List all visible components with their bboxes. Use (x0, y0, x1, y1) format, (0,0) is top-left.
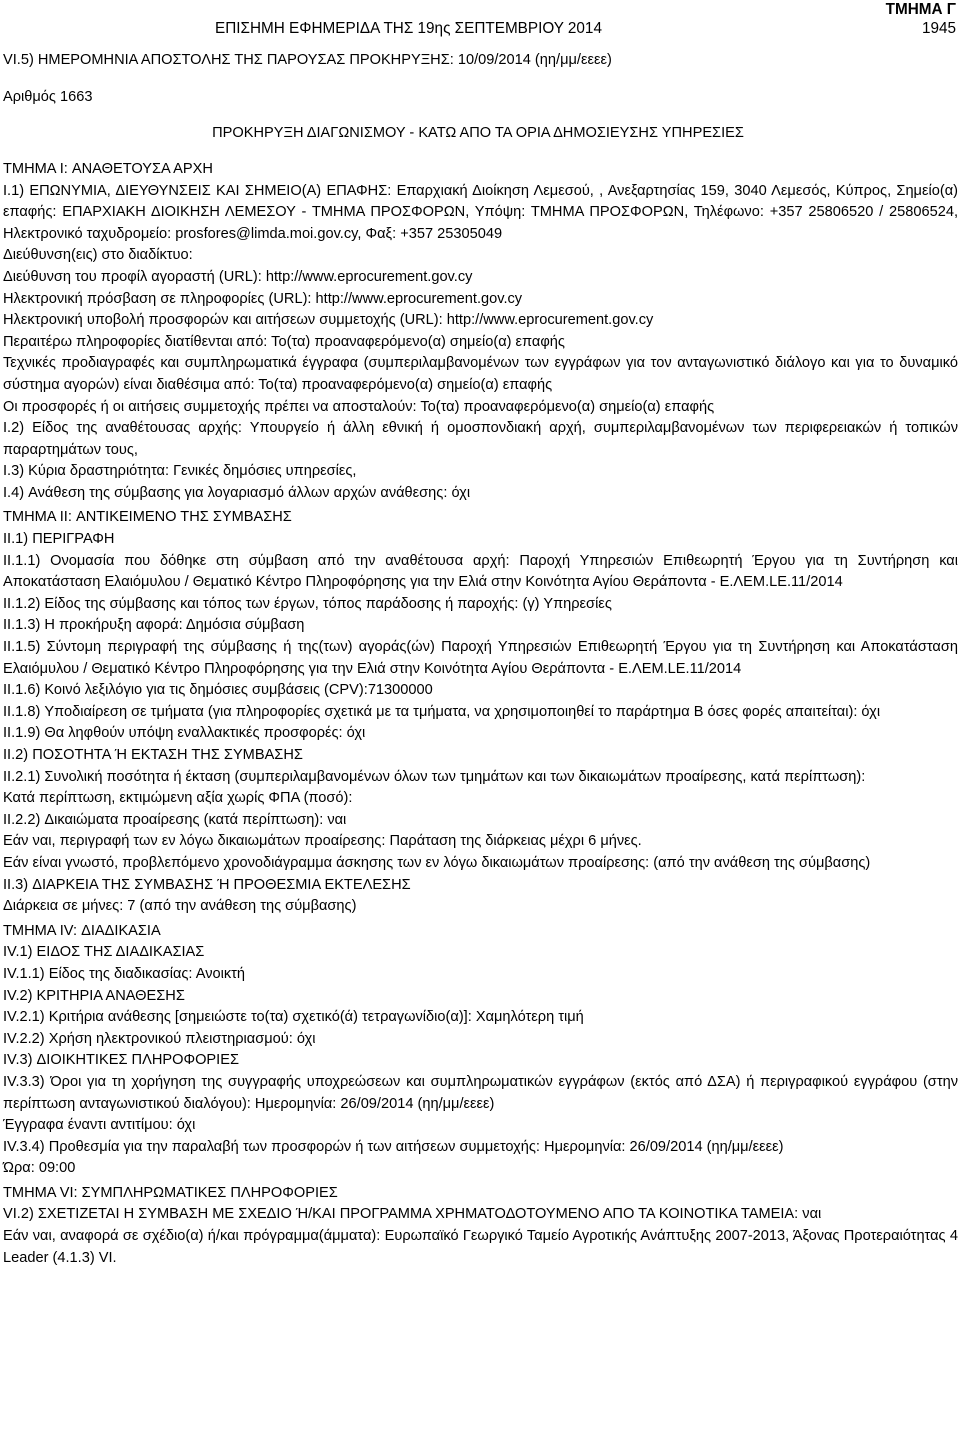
gazette-header-title: ΕΠΙΣΗΜΗ ΕΦΗΜΕΡΙΔΑ ΤΗΣ 19ης ΣΕΠΤΕΜΒΡΙΟΥ 2014 (215, 20, 602, 37)
contract-type: II.1.2) Είδος της σύμβασης και τόπος των έργων, τόπος παράδοσης ή παροχής: (γ) Υπηρεσίες (3, 595, 612, 612)
quantity-heading: II.2) ΠΟΣΟΤΗΤΑ Ή ΕΚΤΑΣΗ ΤΗΣ ΣΥΜΒΑΣΗΣ (3, 747, 303, 763)
duration-months: Διάρκεια σε μήνες: 7 (από την ανάθεση της σύμβασης) (3, 898, 357, 915)
on-behalf-line: I.4) Ανάθεση της σύμβασης για λογαριασμό άλλων αρχών ανάθεσης: όχι (3, 484, 471, 501)
section-1-heading: ΤΜΗΜΑ I: ΑΝΑΘΕΤΟΥΣΑ ΑΡΧΗ (3, 160, 213, 177)
options-line: II.2.2) Δικαιώματα προαίρεσης (κατά περίπτωση): ναι (3, 811, 347, 828)
award-criteria-heading: IV.2) ΚΡΙΤΗΡΙΑ ΑΝΑΘΕΣΗΣ (3, 987, 185, 1004)
lots-line: II.1.8) Υποδιαίρεση σε τμήματα (για πληροφορίες σχετικά με τα τμήματα, να χρησιμοποιηθεί το παράρτημα Β όσες φορές απαιτείται): όχι (3, 703, 881, 720)
duration-heading: II.3) ΔΙΑΡΚΕΙΑ ΤΗΣ ΣΥΜΒΑΣΗΣ Ή ΠΡΟΘΕΣΜΙΑ ΕΚΤΕΛΕΣΗΣ (3, 876, 411, 893)
procedure-type: IV.1.1) Είδος της διαδικασίας: Ανοικτή (3, 965, 246, 982)
eu-programme-reference: Εάν ναι, αναφορά σε σχέδιο(α) ή/και πρόγραμμα(άμματα): Ευρωπαϊκό Γεωργικό Ταμείο Αγροτικής Ανάπτυξης 2007-2013, Άξονας Προτεραιότητας 4 Leader (4.1.3) VI. (3, 1228, 958, 1266)
section-4-heading: ΤΜΗΜΑ IV: ΔΙΑΔΙΚΑΣΙΑ (3, 922, 161, 939)
receipt-deadline: IV.3.4) Προθεσμία για την παραλαβή των προσφορών ή των αιτήσεων συμμετοχής: Ημερομηνία: 26/09/2014 (ηη/μμ/εεεε) (3, 1138, 784, 1155)
total-quantity: II.2.1) Συνολική ποσότητα ή έκταση (συμπεριλαμβανομένων όλων των τμημάτων και των δικαιωμάτων προαίρεσης, κατά περίπτωση): (3, 768, 866, 785)
info-access-url: Ηλεκτρονική πρόσβαση σε πληροφορίες (URL): http://www.eprocurement.gov.cy (3, 290, 523, 307)
procedure-type-heading: IV.1) ΕΙΔΟΣ ΤΗΣ ΔΙΑΔΙΚΑΣΙΑΣ (3, 944, 205, 961)
description-heading: II.1) ΠΕΡΙΓΡΑΦΗ (3, 531, 115, 548)
specifications-line: Τεχνικές προδιαγραφές και συμπληρωματικά έγγραφα (συμπεριλαμβανομένων των εγγράφων για τον ανταγωνιστικό διάλογο και για το δυναμικό σύστημα αγορών) είναι διαθέσιμα από: Το(τα) προαναφερόμενο(α) σημείο(α) επαφής (3, 355, 958, 393)
main-activity: I.3) Κύρια δραστηριότητα: Γενικές δημόσιες υπηρεσίες, (3, 463, 357, 480)
dispatch-date-line: VI.5) ΗΜΕΡΟΜΗΝΙΑ ΑΠΟΣΤΟΛΗΣ ΤΗΣ ΠΑΡΟΥΣΑΣ ΠΡΟΚΗΡΥΞΗΣ: 10/09/2014 (ηη/μμ/εεεε) (3, 52, 612, 68)
notice-body (3, 50, 958, 1269)
options-description: Εάν ναι, περιγραφή των εν λόγω δικαιωμάτων προαίρεσης: Παράταση της διάρκειας μέχρι 6 μήνες. (3, 833, 642, 850)
award-criteria: IV.2.1) Κριτήρια ανάθεσης [σημειώστε το(τα) σχετικό(ά) τετραγωνίδιο(α)]: Χαμηλότερη τιμή (3, 1009, 584, 1026)
buyer-profile-url: Διεύθυνση του προφίλ αγοραστή (URL): http://www.eprocurement.gov.cy (3, 268, 473, 285)
submission-url: Ηλεκτρονική υποβολή προσφορών και αιτήσεων συμμετοχής (URL): http://www.eprocurement.gov.cy (3, 312, 654, 329)
notice-involves: II.1.3) Η προκήρυξη αφορά: Δημόσια σύμβαση (3, 617, 305, 634)
notice-number: Αριθμός 1663 (3, 88, 93, 105)
receipt-time: Ώρα: 09:00 (3, 1160, 76, 1177)
gazette-section-label: ΤΜΗΜΑ Γ (885, 1, 956, 18)
estimated-value: Κατά περίπτωση, εκτιμώμενη αξία χωρίς ΦΠΑ (ποσό): (3, 790, 353, 807)
send-to-line: Οι προσφορές ή οι αιτήσεις συμμετοχής πρέπει να αποσταλούν: Το(τα) προαναφερόμενο(α) σημείο(α) επαφής (3, 398, 715, 415)
variants-line: II.1.9) Θα ληφθούν υπόψη εναλλακτικές προσφορές: όχι (3, 725, 366, 742)
notice-title: ΠΡΟΚΗΡΥΞΗ ΔΙΑΓΩΝΙΣΜΟΥ - ΚΑΤΩ ΑΠΟ ΤΑ ΟΡΙΑ ΔΗΜΟΣΙΕΥΣΗΣ ΥΠΗΡΕΣΙΕΣ (212, 124, 744, 141)
documents-conditions: IV.3.3) Όροι για τη χορήγηση της συγγραφής υποχρεώσεων και συμπληρωματικών εγγράφων (εκτός από ΔΣΑ) ή περιγραφικού εγγράφου (στην περίπτωση ανταγωνιστικού διαλόγου): Ημερομηνία: 26/09/2014 (ηη/μμ/εεεε) (3, 1073, 958, 1112)
e-auction: IV.2.2) Χρήση ηλεκτρονικού πλειστηριασμού: όχι (3, 1030, 316, 1047)
payable-documents: Έγγραφα έναντι αντιτίμου: όχι (3, 1117, 196, 1134)
contract-title: II.1.1) Ονομασία που δόθηκε στη σύμβαση από την αναθέτουσα αρχή: Παροχή Υπηρεσιών Επιθεωρητή Έργου για τη Συντήρηση και Αποκατάσταση Ελαιόμυλου / Θεματικό Κέντρο Πληροφόρησης για την Ελιά στην Κοινότητα Αγίου Θεράποντα - Ε.ΛΕΜ.LE.11/2014 (3, 552, 958, 591)
authority-type: I.2) Είδος της αναθέτουσας αρχής: Υπουργείο ή άλλη εθνική ή ομοσπονδιακή αρχή, συμπεριλαμβανομένων των περιφερειακών ή τοπικών παραρτημάτων τους, (3, 420, 958, 458)
cpv-code: II.1.6) Κοινό λεξιλόγιο για τις δημόσιες συμβάσεις (CPV):71300000 (3, 682, 433, 699)
page-number: 1945 (921, 20, 956, 37)
contracting-authority-contact: I.1) ΕΠΩΝΥΜΙΑ, ΔΙΕΥΘΥΝΣΕΙΣ ΚΑΙ ΣΗΜΕΙΟ(Α) ΕΠΑΦΗΣ: Επαρχιακή Διοίκηση Λεμεσού, , Ανεξαρτησίας 159, 3040 Λεμεσός, Κύπρος, Σημείο(α) επαφής: ΕΠΑΡΧΙΑΚΗ ΔΙΟΙΚΗΣΗ ΛΕΜΕΣΟΥ - ΤΜΗΜΑ ΠΡΟΣΦΟΡΩΝ, Υπόψη: ΤΜΗΜΑ ΠΡΟΣΦΟΡΩΝ, Τηλέφωνο: +357 25806520 / 25806524, Ηλεκτρονικό ταχυδρομείο: prosfores@limda.moi.gov.cy, Φαξ: +357 25305049 (3, 182, 958, 242)
options-schedule: Εάν είναι γνωστό, προβλεπόμενο χρονοδιάγραμμα άσκησης των εν λόγω δικαιωμάτων προαίρεσης: (από την ανάθεση της σύμβασης) (3, 854, 871, 871)
short-description: II.1.5) Σύντομη περιγραφή της σύμβασης ή της(των) αγοράς(ών) Παροχή Υπηρεσιών Επιθεωρητή Έργου για τη Συντήρηση και Αποκατάσταση Ελαιόμυλου / Θεματικό Κέντρο Πληροφόρησης για την Ελιά στην Κοινότητα Αγίου Θεράποντα - Ε.ΛΕΜ.LE.11/2014 (3, 639, 958, 677)
section-6-heading: ΤΜΗΜΑ VI: ΣΥΜΠΛΗΡΩΜΑΤΙΚΕΣ ΠΛΗΡΟΦΟΡΙΕΣ (3, 1184, 338, 1201)
eu-funds-line: VI.2) ΣΧΕΤΙΖΕΤΑΙ Η ΣΥΜΒΑΣΗ ΜΕ ΣΧΕΔΙΟ Ή/ΚΑΙ ΠΡΟΓΡΑΜΜΑ ΧΡΗΜΑΤΟΔΟΤΟΥΜΕΝΟ ΑΠΟ ΤΑ ΚΟΙΝΟΤΙΚΑ ΤΑΜΕΙΑ: ναι (3, 1206, 822, 1223)
section-2-heading: ΤΜΗΜΑ II: ΑΝΤΙΚΕΙΜΕΝΟ ΤΗΣ ΣΥΜΒΑΣΗΣ (3, 509, 292, 526)
internet-addresses-heading: Διεύθυνση(εις) στο διαδίκτυο: (3, 247, 193, 264)
further-info-line: Περαιτέρω πληροφορίες διατίθενται από: Το(τα) προαναφερόμενο(α) σημείο(α) επαφής (3, 333, 565, 350)
admin-info-heading: IV.3) ΔΙΟΙΚΗΤΙΚΕΣ ΠΛΗΡΟΦΟΡΙΕΣ (3, 1052, 239, 1069)
